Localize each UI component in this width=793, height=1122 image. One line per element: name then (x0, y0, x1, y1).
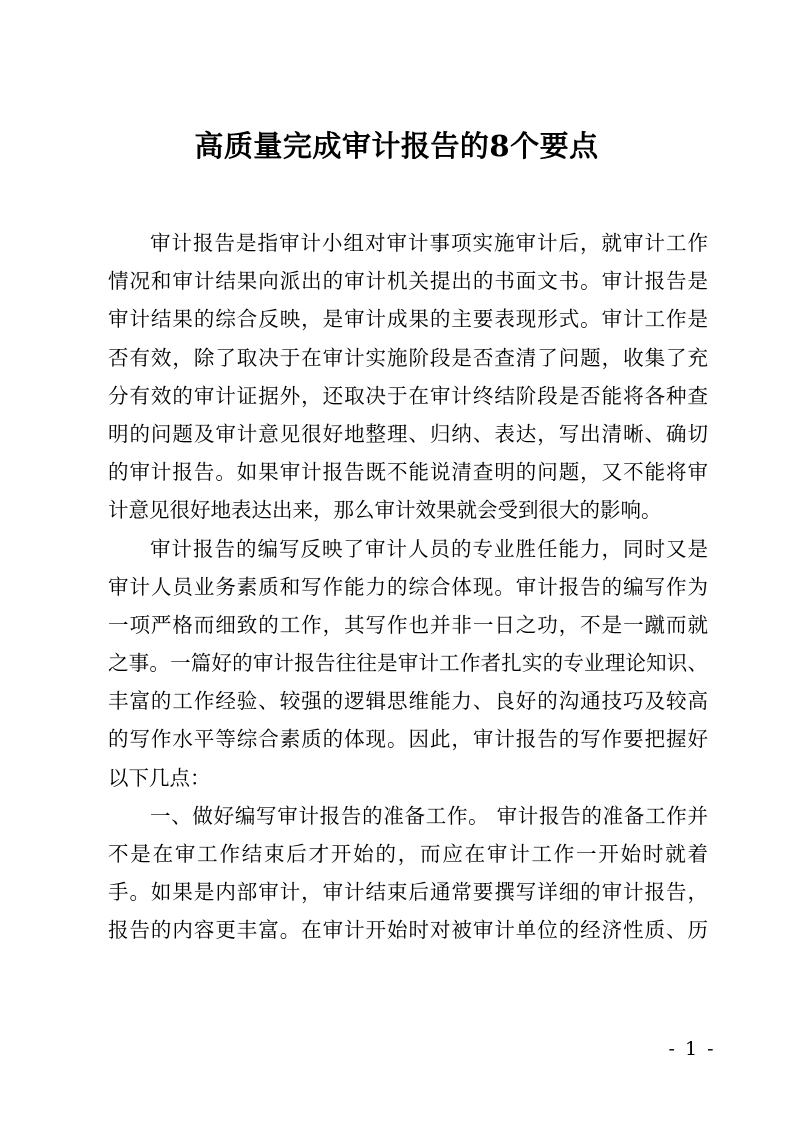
document-title: 高质量完成审计报告的8个要点 (194, 129, 599, 163)
paragraph-2-line-1: 审计报告的编写反映了审计人员的专业胜任能力，同时又是 (150, 536, 708, 561)
paragraph-2-line-7: 以下几点： (108, 765, 211, 790)
paragraph-1-line-4: 否有效，除了取决于在审计实施阶段是否查清了问题，收集了充 (108, 345, 708, 370)
paragraph-2-line-2: 审计人员业务素质和写作能力的综合体现。审计报告的编写作为 (108, 574, 708, 599)
page-number: - 1 - (668, 1038, 716, 1060)
paragraph-1-line-7: 的审计报告。如果审计报告既不能说清查明的问题，又不能将审 (108, 460, 708, 485)
paragraph-3-line-4: 报告的内容更丰富。在审计开始时对被审计单位的经济性质、历 (108, 918, 708, 943)
paragraph-2-line-4: 之事。一篇好的审计报告往往是审计工作者扎实的专业理论知识、 (108, 651, 708, 676)
paragraph-3-line-1: 一、做好编写审计报告的准备工作。 审计报告的准备工作并 (150, 803, 708, 828)
paragraph-1-line-3: 审计结果的综合反映，是审计成果的主要表现形式。审计工作是 (108, 307, 708, 332)
paragraph-3-line-2: 不是在审工作结束后才开始的，而应在审计工作一开始时就着 (108, 842, 708, 866)
paragraph-3-line-3: 手。如果是内部审计，审计结束后通常要撰写详细的审计报告， (108, 880, 708, 905)
paragraph-1-line-1: 审计报告是指审计小组对审计事项实施审计后，就审计工作 (150, 231, 708, 255)
paragraph-1-line-6: 明的问题及审计意见很好地整理、归纳、表达，写出清晰、确切 (108, 421, 708, 446)
document-body (108, 224, 708, 950)
paragraph-2-line-6: 的写作水平等综合素质的体现。因此，审计报告的写作要把握好 (108, 727, 708, 752)
paragraph-1-line-8: 计意见很好地表达出来，那么审计效果就会受到很大的影响。 (108, 498, 662, 523)
paragraph-1-line-5: 分有效的审计证据外，还取决于在审计终结阶段是否能将各种查 (108, 383, 708, 408)
paragraph-2-line-3: 一项严格而细致的工作，其写作也并非一日之功，不是一蹴而就 (108, 612, 708, 637)
paragraph-1-line-2: 情况和审计结果向派出的审计机关提出的书面文书。审计报告是 (108, 269, 708, 294)
paragraph-2-line-5: 丰富的工作经验、较强的逻辑思维能力、良好的沟通技巧及较高 (108, 689, 708, 714)
